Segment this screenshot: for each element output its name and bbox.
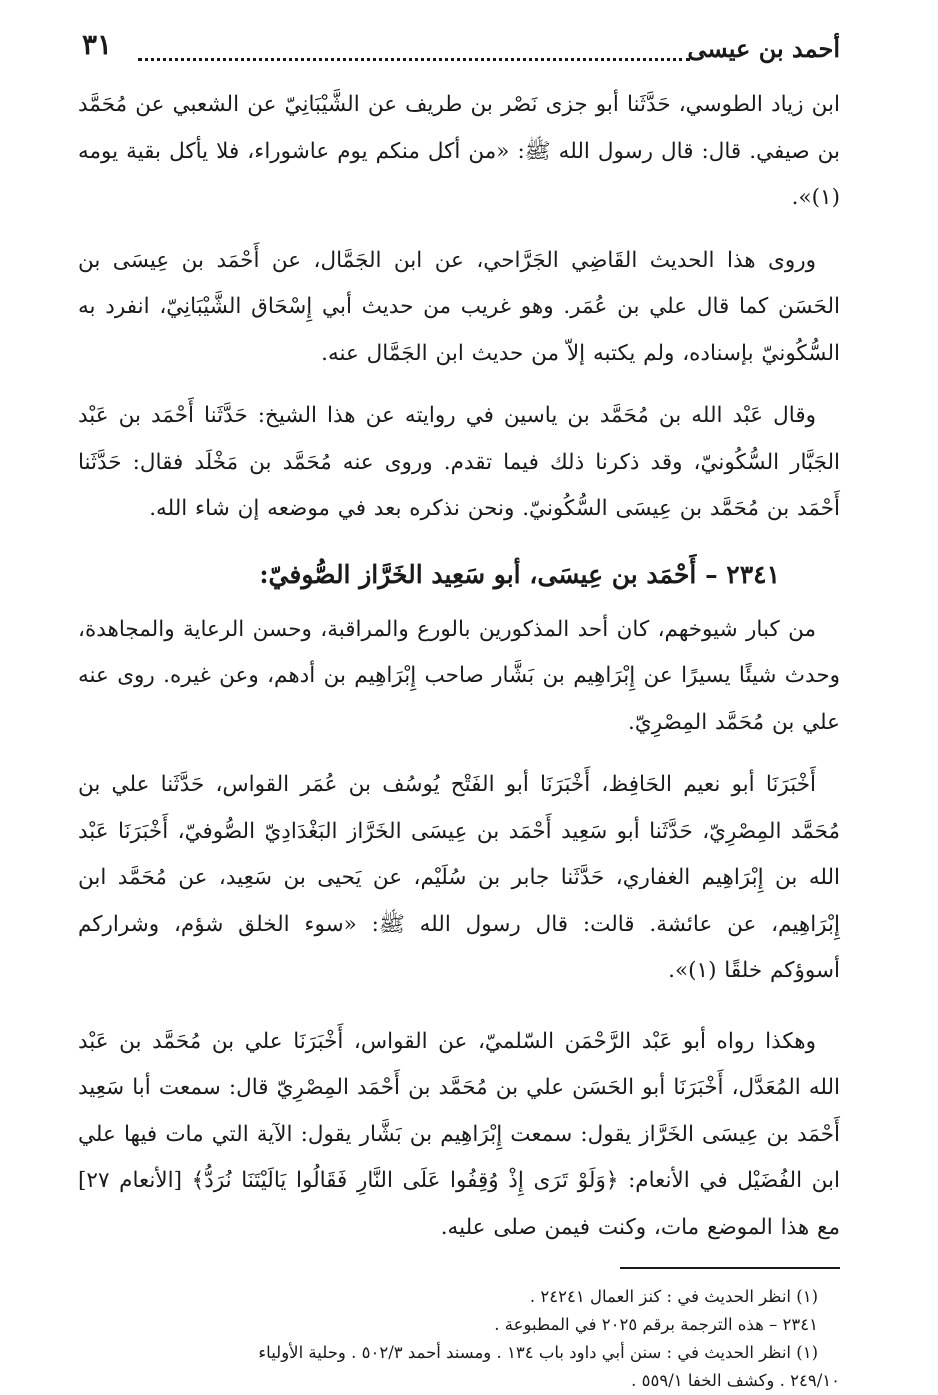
entry-paragraph-3: وهكذا رواه أبو عَبْد الرَّحْمَن السّلميّ، عن القواس، أَخْبَرَنَا علي بن مُحَمَّد بن عَبْد الله المُعَدَّل، أَخْبَرَنَا أبو الحَسَن علي بن مُحَمَّد بن أَحْمَد المِصْرِيّ قال: سمعت أبا سَعِيد أَحْمَد بن عِيسَى الخَرَّاز يقول: سمعت إِبْرَاهِيم بن بَشَّار يقول: الآية التي مات فيها علي ابن الفُضَيْل في الأنعام: ﴿وَلَوْ تَرَى إِذْ وُقِفُوا عَلَى النَّارِ فَقَالُوا يَالَيْتَنَا نُرَدُّ﴾ [الأنعام ٢٧] مع هذا الموضع مات، وكنت فيمن صلى عليه.	[78, 1028, 840, 1240]
page-header	[78, 28, 840, 72]
header-dot-leader	[138, 58, 690, 61]
running-title: أحمد بن عيسى	[687, 34, 840, 63]
footnotes	[78, 1283, 840, 1395]
book-page	[78, 28, 840, 1395]
footnote-3-continuation: ٢٤٩/١٠ . وكشف الخفا ٥٥٩/١ .	[631, 1371, 840, 1390]
footnote-3: (١) انظر الحديث في : سنن أبي داود باب ١٣٤ . ومسند أحمد ٥٠٢/٣ . وحلية الأولياء	[258, 1343, 818, 1362]
entry-paragraph-1: من كبار شيوخهم، كان أحد المذكورين بالورع والمراقبة، وحسن الرعاية والمجاهدة، وحدث شيئًا يسيرًا عن إِبْرَاهِيم بن بَشَّار صاحب إِبْرَاهِيم بن أدهم، وعن غيره. روى عنه علي بن مُحَمَّد المِصْرِيّ.	[78, 616, 840, 735]
footnote-2: ٢٣٤١ – هذه الترجمة برقم ٢٠٢٥ في المطبوعة .	[494, 1315, 818, 1334]
page-number: ٣١	[82, 28, 113, 61]
footnote-1: (١) انظر الحديث في : كنز العمال ٢٤٢٤١ .	[529, 1287, 818, 1306]
paragraph-1: ابن زياد الطوسي، حَدَّثَنا أبو جزى نَصْر بن طريف عن الشَّيْبَانِيّ عن الشعبي عن مُحَمَّد بن صيفي. قال: قال رسول الله ﷺ: «من أكل منكم يوم عاشوراء، فلا يأكل بقية يومه (١)».	[78, 92, 840, 210]
paragraph-2: وروى هذا الحديث القَاضِي الجَرَّاحي، عن ابن الجَمَّال، عن أَحْمَد بن عِيسَى بن الحَسَن كما قال علي بن عُمَر. وهو غريب من حديث أبي إِسْحَاق الشَّيْبَانِيّ، انفرد به السُّكُونيّ بإسناده، ولم يكتبه إلاّ من حديث ابن الجَمَّال عنه.	[78, 247, 840, 366]
entry-paragraph-2: أَخْبَرَنَا أبو نعيم الحَافِظ، أَخْبَرَنَا أبو الفَتْح يُوسُف بن عُمَر القواس، حَدَّثَنا علي بن مُحَمَّد المِصْرِيّ، حَدَّثَنا أبو سَعِيد أَحْمَد بن عِيسَى الخَرَّاز البَغْدَادِيّ الصُّوفيّ، أَخْبَرَنَا عَبْد الله بن إِبْرَاهِيم الغفاري، حَدَّثَنا جابر بن سُلَيْم، عن يَحيى بن سَعِيد، عن مُحَمَّد ابن إِبْرَاهِيم، عن عائشة. قالت: قال رسول الله ﷺ: «سوء الخلق شؤم، وشراركم أسوؤكم خلقًا (١)».	[78, 772, 840, 983]
entry-title: ٢٣٤١ – أَحْمَد بن عِيسَى، أبو سَعِيد الخَرَّاز الصُّوفيّ:	[259, 559, 780, 589]
footnote-rule	[620, 1267, 840, 1269]
paragraph-3: وقال عَبْد الله بن مُحَمَّد بن ياسين في روايته عن هذا الشيخ: حَدَّثَنا أَحْمَد بن عَبْد الجَبَّار السُّكُونيّ، وقد ذكرنا ذلك فيما تقدم. وروى عنه مُحَمَّد بن مَخْلَد فقال: حَدَّثَنا أَحْمَد بن مُحَمَّد بن عِيسَى السُّكُونيّ. ونحن نذكره بعد في موضعه إن شاء الله.	[78, 403, 840, 521]
